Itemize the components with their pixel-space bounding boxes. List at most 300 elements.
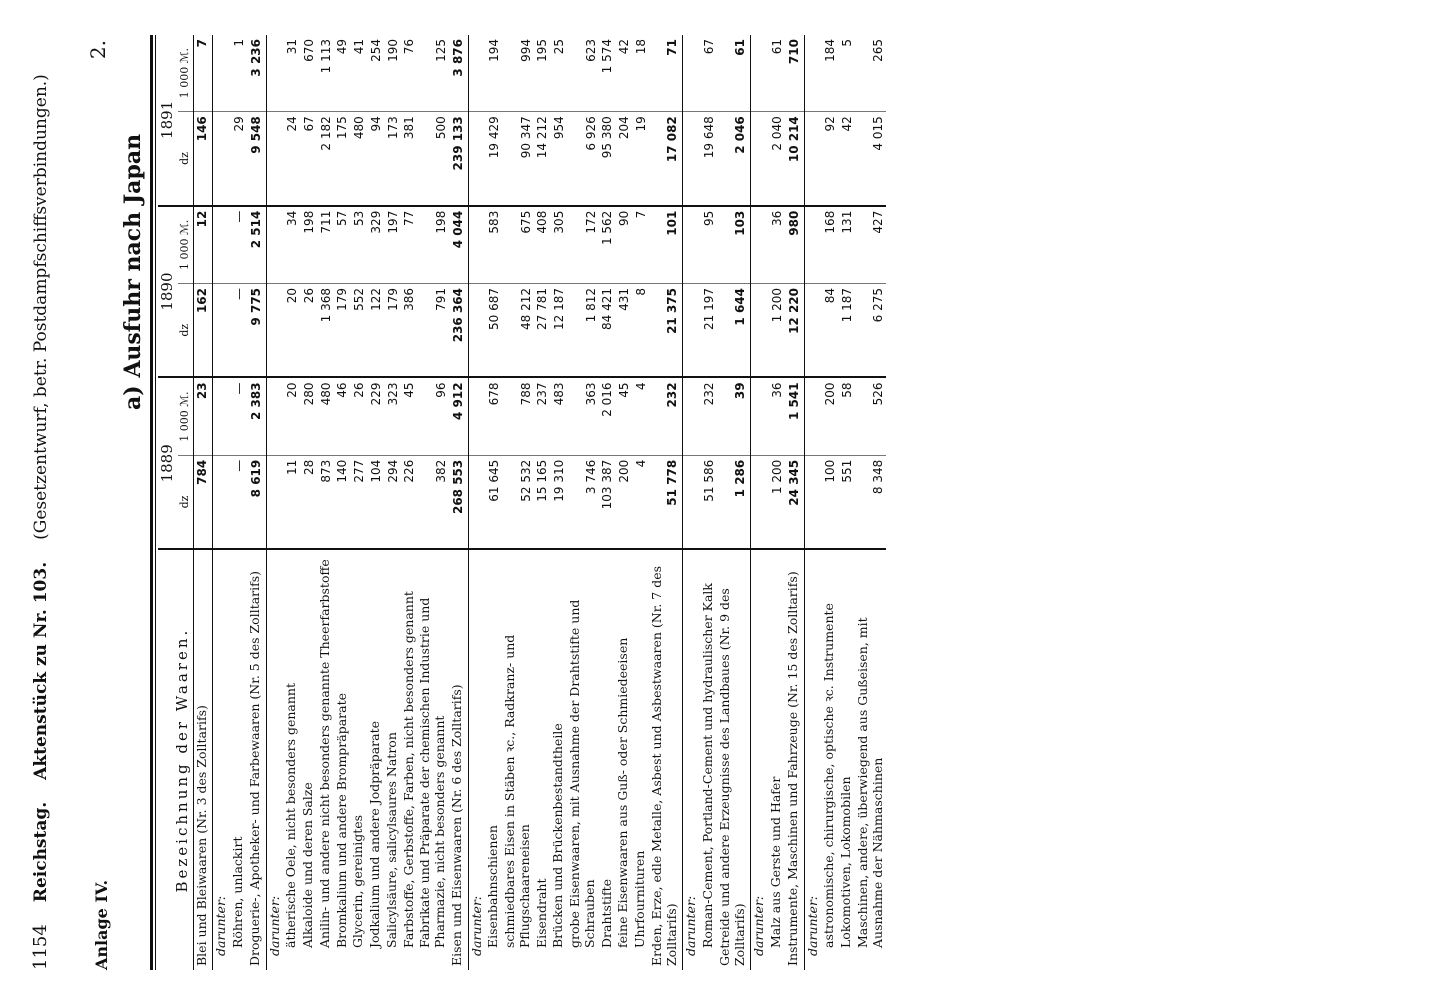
quantity-dz-cell: 51 586	[700, 455, 717, 549]
table-row	[683, 35, 700, 970]
table-row	[804, 35, 821, 970]
row-label: Getreide und andere Erzeugnisse des Landbaues (Nr. 9 des Zolltarifs)	[717, 549, 751, 970]
table-row	[417, 35, 449, 970]
quantity-dz-cell: 8 348	[855, 455, 887, 549]
row-label: darunter:	[751, 549, 768, 970]
value-mark-cell: 34	[283, 206, 300, 284]
quantity-dz-cell: 3 746	[567, 455, 599, 549]
value-mark-cell	[683, 206, 700, 284]
value-mark-cell: 1	[231, 39, 246, 47]
value-mark-cell: 45	[615, 377, 632, 455]
table-row	[534, 35, 551, 970]
value-mark-cell: 195	[535, 39, 550, 62]
quantity-dz-cell: 90 347	[502, 112, 534, 206]
quantity-dz-cell: 14 212	[534, 112, 551, 206]
table-row	[193, 35, 213, 970]
value-mark-cell: 2 016	[599, 377, 616, 455]
quantity-dz-cell: 200	[615, 455, 632, 549]
value-mark-cell: 90	[615, 206, 632, 284]
table-row	[367, 35, 384, 970]
row-label: darunter:	[804, 549, 821, 970]
section-title: a) Ausfuhr nach Japan	[120, 133, 146, 410]
quantity-dz-cell: 386	[401, 283, 418, 377]
row-label: Bromkalium und andere Brompräparate	[334, 549, 351, 970]
value-mark-cell: 26	[350, 377, 367, 455]
header-body: Reichstag.	[31, 801, 51, 903]
table-row	[485, 35, 502, 970]
table-row	[700, 35, 717, 970]
quantity-dz-cell: 480	[350, 112, 367, 206]
quantity-dz-cell: 791	[417, 283, 449, 377]
value-mark-cell: —	[230, 206, 247, 284]
value-mark-cell: 25	[552, 39, 566, 55]
quantity-dz-cell: 11	[283, 455, 300, 549]
value-mark-cell: 39	[717, 377, 751, 455]
quantity-dz-cell: 24 345	[785, 455, 804, 549]
unit-mark: 1 000 ℳ.	[178, 35, 193, 112]
table-row	[785, 35, 804, 970]
value-mark-cell: 483	[550, 377, 567, 455]
value-mark-cell: 363	[567, 377, 599, 455]
value-mark-cell: 103	[717, 206, 751, 284]
quantity-dz-cell: 162	[193, 283, 213, 377]
year-header-1891: 1891	[158, 100, 176, 139]
value-mark-cell: 49	[335, 39, 350, 55]
quantity-dz-cell: 84	[821, 283, 838, 377]
header-subject: (Gesetzentwurf, betr. Postdampfschiffsverbindungen.)	[31, 74, 51, 540]
table-row	[567, 35, 599, 970]
quantity-dz-cell: 2 182	[317, 112, 334, 206]
quantity-dz-cell	[213, 455, 230, 549]
value-mark-cell: 61	[717, 35, 751, 112]
row-label: Instrumente, Maschinen und Fahrzeuge (Nr. 15 des Zolltarifs)	[785, 549, 804, 970]
row-label: astronomische, chirurgische, optische ꝛc. Instrumente	[821, 549, 838, 970]
quantity-dz-cell: 382	[417, 455, 449, 549]
quantity-dz-cell: 146	[193, 112, 213, 206]
table-row	[230, 35, 247, 970]
header-rule-thin	[155, 35, 156, 970]
value-mark-cell: 3 876	[449, 35, 468, 112]
unit-mark: 1 000 ℳ.	[178, 377, 193, 455]
label-column-header: Bezeichnung der Waaren.	[158, 549, 193, 970]
row-label: darunter:	[468, 549, 485, 970]
quantity-dz-cell	[683, 112, 700, 206]
running-header	[30, 40, 60, 970]
value-mark-cell: 7	[632, 206, 649, 284]
quantity-dz-cell: 28	[300, 455, 317, 549]
table-row	[317, 35, 334, 970]
quantity-dz-cell: 173	[384, 112, 401, 206]
row-label: Drahtstifte	[599, 549, 616, 970]
quantity-dz-cell: 84 421	[599, 283, 616, 377]
value-mark-cell: 280	[300, 377, 317, 455]
quantity-dz-cell: 42	[838, 112, 855, 206]
quantity-dz-cell: 19 310	[550, 455, 567, 549]
quantity-dz-cell: 268 553	[449, 455, 468, 549]
value-mark-cell: 131	[838, 206, 855, 284]
quantity-dz-cell: 100	[821, 455, 838, 549]
quantity-dz-cell: 140	[334, 455, 351, 549]
value-mark-cell	[266, 206, 283, 284]
quantity-dz-cell: 10 214	[785, 112, 804, 206]
row-label: Blei und Bleiwaaren (Nr. 3 des Zolltarifs)	[193, 549, 213, 970]
value-mark-cell: 329	[367, 206, 384, 284]
value-mark-cell: 229	[367, 377, 384, 455]
quantity-dz-cell: 12 220	[785, 283, 804, 377]
quantity-dz-cell: 95 380	[599, 112, 616, 206]
quantity-dz-cell	[213, 283, 230, 377]
value-mark-cell: 994	[518, 39, 533, 62]
row-label: Malz aus Gerste und Hafer	[768, 549, 785, 970]
table-body	[193, 35, 886, 970]
table-row	[401, 35, 418, 970]
quantity-dz-cell: 19 429	[485, 112, 502, 206]
value-mark-cell: 678	[485, 377, 502, 455]
quantity-dz-cell: 20	[283, 283, 300, 377]
quantity-dz-cell: 381	[401, 112, 418, 206]
row-label: grobe Eisenwaaren, mit Ausnahme der Drahtstifte und Schrauben	[567, 549, 599, 970]
unit-dz: dz	[178, 455, 193, 549]
row-label: Eisendraht	[534, 549, 551, 970]
row-label: Lokomotiven, Lokomobilen	[838, 549, 855, 970]
value-mark-cell: 1 562	[599, 206, 616, 284]
quantity-dz-cell: 15 165	[534, 455, 551, 549]
quantity-dz-cell: 1 812	[567, 283, 599, 377]
value-mark-cell: 172	[567, 206, 599, 284]
quantity-dz-cell: 236 364	[449, 283, 468, 377]
value-mark-cell: 3 236	[247, 35, 266, 112]
quantity-dz-cell	[804, 112, 821, 206]
quantity-dz-cell: 19	[632, 112, 649, 206]
quantity-dz-cell	[468, 283, 485, 377]
quantity-dz-cell: 9 775	[247, 283, 266, 377]
table-row	[300, 35, 317, 970]
value-mark-cell: 237	[534, 377, 551, 455]
value-mark-cell: 45	[401, 377, 418, 455]
value-mark-cell: 670	[301, 39, 316, 62]
value-mark-cell	[683, 377, 700, 455]
unit-dz: dz	[178, 283, 193, 377]
quantity-dz-cell: 954	[550, 112, 567, 206]
quantity-dz-cell: 48 212	[502, 283, 534, 377]
value-mark-cell: 20	[283, 377, 300, 455]
quantity-dz-cell: 4 015	[855, 112, 887, 206]
row-label: feine Eisenwaaren aus Guß- oder Schmiedeeisen	[615, 549, 632, 970]
quantity-dz-cell: 431	[615, 283, 632, 377]
value-mark-cell	[468, 206, 485, 284]
row-label: Erden, Erze, edle Metalle, Asbest und Asbestwaaren (Nr. 7 des Zolltarifs)	[649, 549, 683, 970]
value-mark-cell: 623	[583, 39, 598, 62]
quantity-dz-cell	[266, 283, 283, 377]
value-mark-cell: 7	[193, 35, 213, 112]
quantity-dz-cell: 2 046	[717, 112, 751, 206]
quantity-dz-cell	[468, 455, 485, 549]
quantity-dz-cell: 29	[230, 112, 247, 206]
quantity-dz-cell: 21 375	[649, 283, 683, 377]
value-mark-cell: 1 113	[318, 39, 333, 74]
value-mark-cell	[804, 377, 821, 455]
quantity-dz-cell	[804, 455, 821, 549]
value-mark-cell: 198	[300, 206, 317, 284]
quantity-dz-cell: 9 548	[247, 112, 266, 206]
row-label: Droguerie-, Apotheker- und Farbewaaren (Nr. 5 des Zolltarifs)	[247, 549, 266, 970]
value-mark-cell: 36	[768, 377, 785, 455]
row-label: Eisenbahnschienen	[485, 549, 502, 970]
value-mark-cell: 254	[368, 39, 383, 62]
quantity-dz-cell: 1 286	[717, 455, 751, 549]
digitization-note	[1418, 0, 1432, 1000]
quantity-dz-cell: 2 040	[768, 112, 785, 206]
quantity-dz-cell: 179	[384, 283, 401, 377]
row-label: Salicylsäure, salicylsaures Natron	[384, 549, 401, 970]
quantity-dz-cell: 21 197	[700, 283, 717, 377]
table-row	[502, 35, 534, 970]
quantity-dz-cell	[266, 455, 283, 549]
quantity-dz-cell: 4	[632, 455, 649, 549]
table-row	[838, 35, 855, 970]
quantity-dz-cell: 204	[615, 112, 632, 206]
quantity-dz-cell: 61 645	[485, 455, 502, 549]
value-mark-cell: —	[230, 377, 247, 455]
value-mark-cell: 408	[534, 206, 551, 284]
table-row	[449, 35, 468, 970]
quantity-dz-cell: 12 187	[550, 283, 567, 377]
value-mark-cell: 46	[334, 377, 351, 455]
value-mark-cell: 4	[632, 377, 649, 455]
value-mark-cell: 53	[350, 206, 367, 284]
value-mark-cell: 2 383	[247, 377, 266, 455]
row-label: Eisen und Eisenwaaren (Nr. 6 des Zolltarifs)	[449, 549, 468, 970]
table-row	[283, 35, 300, 970]
value-mark-cell: 96	[417, 377, 449, 455]
value-mark-cell: 42	[617, 39, 631, 55]
quantity-dz-cell: 8 619	[247, 455, 266, 549]
quantity-dz-cell: 104	[367, 455, 384, 549]
quantity-dz-cell: 8	[632, 283, 649, 377]
value-mark-cell: 583	[485, 206, 502, 284]
value-mark-cell	[213, 377, 230, 455]
quantity-dz-cell: —	[230, 455, 247, 549]
value-mark-cell: 71	[649, 35, 683, 112]
row-label: darunter:	[266, 549, 283, 970]
table-row	[632, 35, 649, 970]
quantity-dz-cell: 1 368	[317, 283, 334, 377]
quantity-dz-cell: 239 133	[449, 112, 468, 206]
quantity-dz-cell: 1 187	[838, 283, 855, 377]
quantity-dz-cell: 277	[350, 455, 367, 549]
table-row	[468, 35, 485, 970]
value-mark-cell: 427	[855, 206, 887, 284]
table-row	[751, 35, 768, 970]
value-mark-cell: 1 574	[600, 39, 615, 74]
value-mark-cell	[266, 35, 283, 112]
row-label: darunter:	[683, 549, 700, 970]
value-mark-cell: 61	[769, 39, 784, 55]
quantity-dz-cell: 6 275	[855, 283, 887, 377]
table-row	[855, 35, 887, 970]
value-mark-cell	[683, 35, 700, 112]
value-mark-cell: 125	[433, 39, 448, 62]
page-index: 2.	[86, 40, 110, 60]
table-row	[649, 35, 683, 970]
value-mark-cell	[468, 35, 485, 112]
value-mark-cell: 41	[352, 39, 366, 55]
quantity-dz-cell: 24	[283, 112, 300, 206]
table-row	[334, 35, 351, 970]
quantity-dz-cell	[468, 112, 485, 206]
quantity-dz-cell: 179	[334, 283, 351, 377]
value-mark-cell: 2 514	[247, 206, 266, 284]
value-mark-cell: 12	[193, 206, 213, 284]
row-label: ätherische Oele, nicht besonders genannt	[283, 549, 300, 970]
value-mark-cell	[213, 206, 230, 284]
value-mark-cell: 76	[402, 39, 417, 55]
table-row	[615, 35, 632, 970]
value-mark-cell: 1 541	[785, 377, 804, 455]
value-mark-cell: 526	[855, 377, 887, 455]
row-label: Jodkalium und andere Jodpräparate	[367, 549, 384, 970]
value-mark-cell	[751, 35, 768, 112]
value-mark-cell: 305	[550, 206, 567, 284]
quantity-dz-cell: 122	[367, 283, 384, 377]
quantity-dz-cell: 1 200	[768, 455, 785, 549]
quantity-dz-cell: 784	[193, 455, 213, 549]
table-row	[768, 35, 785, 970]
value-mark-cell	[213, 35, 230, 112]
quantity-dz-cell	[751, 283, 768, 377]
value-mark-cell: 184	[823, 39, 837, 62]
quantity-dz-cell: 26	[300, 283, 317, 377]
year-header-1890: 1890	[158, 206, 178, 378]
table-row	[550, 35, 567, 970]
quantity-dz-cell: 19 648	[700, 112, 717, 206]
page-number: 1154	[30, 924, 51, 970]
quantity-dz-cell	[804, 283, 821, 377]
value-mark-cell: 232	[700, 377, 717, 455]
year-header-1889: 1889	[158, 377, 178, 549]
table-row	[213, 35, 230, 970]
quantity-dz-cell: 6 926	[567, 112, 599, 206]
quantity-dz-cell: 17 082	[649, 112, 683, 206]
value-mark-cell: 788	[502, 377, 534, 455]
value-mark-cell: 31	[285, 39, 299, 55]
export-table	[158, 35, 886, 970]
quantity-dz-cell: —	[230, 283, 247, 377]
header-rule	[150, 35, 153, 970]
value-mark-cell: 168	[821, 206, 838, 284]
row-label: schmiedbares Eisen in Stäben ꝛc., Radkranz- und Pflugschaareneisen	[502, 549, 534, 970]
value-mark-cell: 67	[701, 39, 716, 55]
quantity-dz-cell: 27 781	[534, 283, 551, 377]
value-mark-cell: 980	[785, 206, 804, 284]
quantity-dz-cell: 50 687	[485, 283, 502, 377]
value-mark-cell: 101	[649, 206, 683, 284]
quantity-dz-cell: 1 200	[768, 283, 785, 377]
quantity-dz-cell	[683, 283, 700, 377]
table-row	[821, 35, 838, 970]
row-label: Anilin- und andere nicht besonders genannte Theerfarbstoffe	[317, 549, 334, 970]
table-row	[266, 35, 283, 970]
value-mark-cell: 36	[768, 206, 785, 284]
value-mark-cell: 197	[384, 206, 401, 284]
table-row	[384, 35, 401, 970]
value-mark-cell	[804, 206, 821, 284]
value-mark-cell: 710	[785, 35, 804, 112]
value-mark-cell: 23	[193, 377, 213, 455]
table-row	[599, 35, 616, 970]
table-row	[247, 35, 266, 970]
value-mark-cell: 711	[317, 206, 334, 284]
row-label: Uhrfournituren	[632, 549, 649, 970]
value-mark-cell: 265	[871, 39, 886, 62]
row-label: Fabrikate und Präparate der chemischen Industrie und Pharmazie, nicht besonders genannt	[417, 549, 449, 970]
value-mark-cell: 190	[385, 39, 400, 62]
quantity-dz-cell: 94	[367, 112, 384, 206]
value-mark-cell: 198	[417, 206, 449, 284]
value-mark-cell: 675	[502, 206, 534, 284]
quantity-dz-cell: 67	[300, 112, 317, 206]
quantity-dz-cell: 51 778	[649, 455, 683, 549]
value-mark-cell: 323	[384, 377, 401, 455]
value-mark-cell	[468, 377, 485, 455]
anlage-label: Anlage IV.	[92, 879, 111, 970]
quantity-dz-cell: 294	[384, 455, 401, 549]
quantity-dz-cell: 1 644	[717, 283, 751, 377]
row-label: Farbstoffe, Gerbstoffe, Farben, nicht besonders genannt	[401, 549, 418, 970]
value-mark-cell: 200	[821, 377, 838, 455]
row-label: Alkaloide und deren Salze	[300, 549, 317, 970]
row-label: Brücken und Brückenbestandtheile	[550, 549, 567, 970]
quantity-dz-cell: 552	[350, 283, 367, 377]
value-mark-cell	[266, 377, 283, 455]
value-mark-cell: 58	[838, 377, 855, 455]
quantity-dz-cell: 103 387	[599, 455, 616, 549]
quantity-dz-cell: 226	[401, 455, 418, 549]
value-mark-cell: 4 912	[449, 377, 468, 455]
value-mark-cell: 194	[487, 39, 501, 62]
quantity-dz-cell: 500	[417, 112, 449, 206]
value-mark-cell: 77	[401, 206, 418, 284]
value-mark-cell: 18	[633, 39, 648, 55]
value-mark-cell	[751, 206, 768, 284]
unit-dz: dz	[178, 112, 193, 206]
value-mark-cell: 57	[334, 206, 351, 284]
table-row	[717, 35, 751, 970]
quantity-dz-cell: 175	[334, 112, 351, 206]
value-mark-cell: 480	[317, 377, 334, 455]
quantity-dz-cell	[751, 455, 768, 549]
quantity-dz-cell: 873	[317, 455, 334, 549]
header-document: Aktenstück zu Nr. 103.	[31, 561, 51, 780]
unit-mark: 1 000 ℳ.	[178, 206, 193, 284]
quantity-dz-cell	[751, 112, 768, 206]
row-label: darunter:	[213, 549, 230, 970]
quantity-dz-cell	[266, 112, 283, 206]
quantity-dz-cell: 551	[838, 455, 855, 549]
value-mark-cell: 5	[839, 39, 854, 47]
row-label: Röhren, unlackirt	[230, 549, 247, 970]
row-label: Roman-Cement, Portland-Cement und hydraulischer Kalk	[700, 549, 717, 970]
value-mark-cell	[751, 377, 768, 455]
value-mark-cell: 95	[700, 206, 717, 284]
value-mark-cell: 232	[649, 377, 683, 455]
quantity-dz-cell	[683, 455, 700, 549]
row-label: Glycerin, gereinigtes	[350, 549, 367, 970]
value-mark-cell: 4 044	[449, 206, 468, 284]
row-label: Maschinen, andere, überwiegend aus Gußeisen, mit Ausnahme der Nähmaschinen	[855, 549, 887, 970]
table-row	[350, 35, 367, 970]
value-mark-cell	[804, 35, 821, 112]
